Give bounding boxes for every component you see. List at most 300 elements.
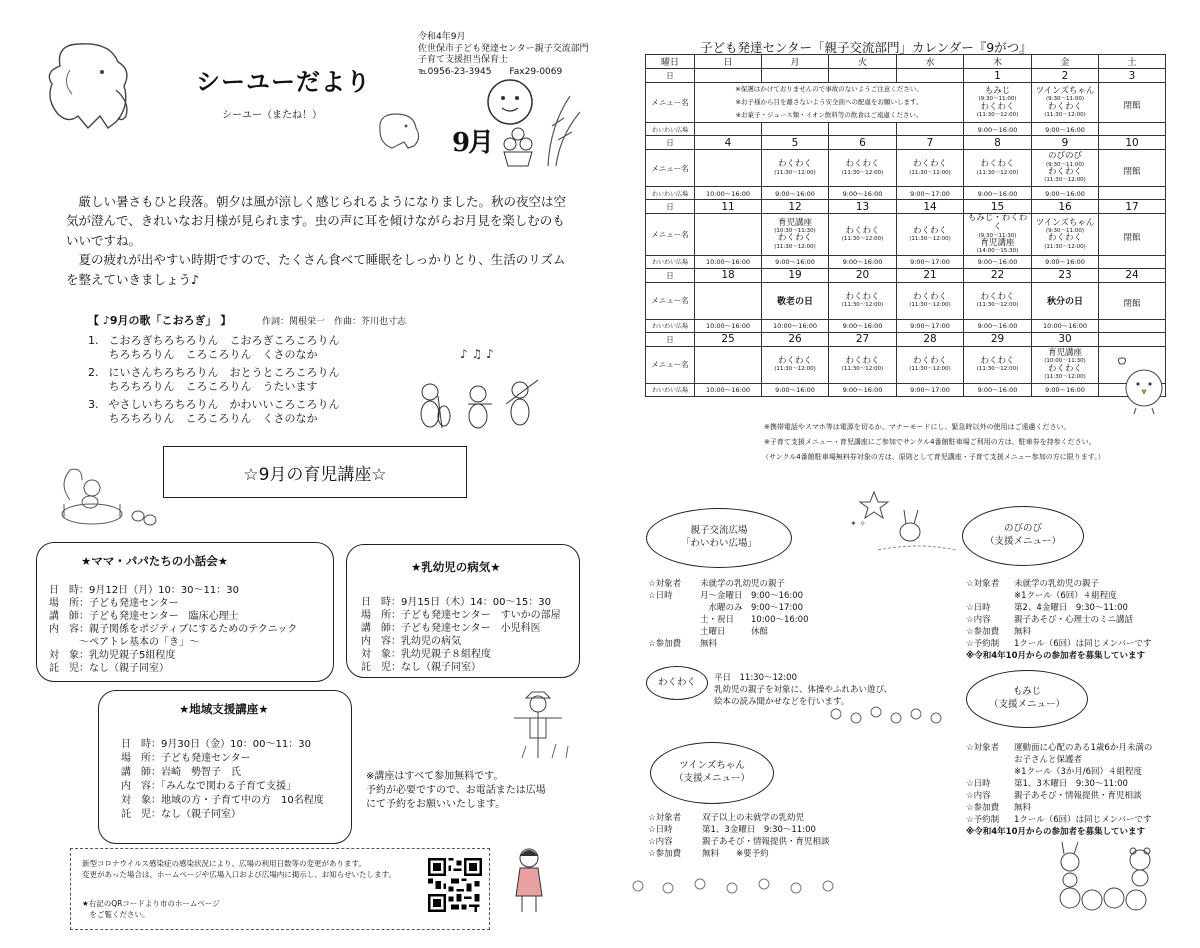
org-name: 佐世保市子ども発達センター親子交流部門 — [418, 43, 589, 54]
event-time: (11:30～12:00) — [1044, 111, 1086, 118]
calendar-notice-line: ※保護はかけておりませんので事故のないようご注意ください。 — [735, 85, 923, 93]
event-time: (11:30～12:00) — [976, 302, 1019, 309]
calendar-header-cell: 火 — [829, 55, 897, 69]
calendar-notice — [695, 83, 964, 123]
song-title: 【 ♪9月の歌「こおろぎ」 】 — [88, 314, 232, 327]
info-row: お子さんと保護者 — [1014, 755, 1083, 766]
event-name: わくわく — [777, 159, 812, 170]
event-time: (11:30～12:00) — [1044, 374, 1086, 380]
lecture-card — [36, 542, 334, 682]
calendar-header-row — [646, 55, 1166, 69]
calendar-date: 25 — [695, 332, 762, 346]
waiwai-hours: 9:00～16:00 — [762, 383, 829, 396]
animals-illustration — [1040, 836, 1172, 916]
verse-number: 3. — [88, 398, 99, 411]
info-row: ☆内容 親子あそび・情報提供・育児相談 — [966, 791, 1142, 802]
month-badge: 9月 — [452, 128, 493, 158]
calendar-notice-line: ※お菓子・ジュース類・イオン飲料等の飲食はご遠慮ください。 — [735, 111, 923, 119]
lecture-row: 場 所：子ども発達センター — [121, 753, 251, 764]
svg-text:♪ ♫ ♪: ♪ ♫ ♪ — [460, 347, 494, 361]
calendar-menu-cell — [964, 214, 1032, 256]
lecture-row: 託 児：なし（親子同室） — [361, 662, 481, 673]
calendar-date: 24 — [1099, 268, 1166, 282]
calendar-date: 11 — [695, 200, 762, 214]
info-row: ☆参加費 無料 — [966, 627, 1032, 638]
lecture-row: 講 師：岩崎 勢智子 氏 — [121, 767, 241, 778]
calendar-menu-cell — [897, 346, 964, 383]
event-time: (9:30～11:00) — [1046, 161, 1084, 168]
holiday-label: 敬老の日 — [776, 297, 813, 308]
info-row: ☆内容 親子あそび・心理士のミニ講話 — [966, 615, 1134, 626]
event-time: (11:30～12:00) — [976, 366, 1019, 373]
calendar-title: 子ども発達センター「親子交流部門」カレンダー『9がつ』 — [700, 40, 1032, 55]
waiwai-hours: 9:00～16:00 — [1032, 187, 1099, 200]
calendar-menu-cell — [1032, 214, 1099, 256]
calendar-date: 19 — [762, 268, 829, 282]
lecture-row: 対 象：乳幼児親子８組程度 — [361, 649, 491, 660]
calendar-date: 30 — [1032, 332, 1099, 346]
info-row: ☆予約制 1クール（6回）は同じメンバーです — [966, 815, 1152, 826]
lecture-card — [98, 690, 352, 844]
calendar-menu-cell — [762, 214, 829, 256]
calendar-date — [897, 69, 964, 83]
squirrel-illustration — [52, 464, 162, 530]
calendar-date: 15 — [964, 200, 1032, 214]
calendar-day-row — [646, 136, 1166, 150]
calendar-waiwai-row — [646, 255, 1166, 268]
calendar-menu-cell — [1099, 214, 1166, 256]
flowers-decoration — [628, 874, 858, 898]
info-row: 土・祝日 10:00～16:00 — [700, 615, 809, 626]
calendar-date: 26 — [762, 332, 829, 346]
event-time: (9:30～11:00) — [1046, 96, 1084, 103]
calendar-date: 29 — [964, 332, 1032, 346]
waiwai-hours: 10:00～16:00 — [762, 319, 829, 332]
org-contact: ℡0956-23-3945 Fax29-0069 — [418, 66, 563, 77]
calendar-menu-cell — [762, 150, 829, 187]
calendar-menu-cell — [829, 214, 897, 256]
calendar-menu-cell — [695, 214, 762, 256]
event-time: (11:30～12:00) — [909, 366, 951, 373]
calendar-menu-cell — [829, 346, 897, 383]
waiwai-hours: 10:00～16:00 — [695, 383, 762, 396]
event-time: (11:30～12:00) — [909, 169, 951, 176]
calendar-menu-cell — [829, 150, 897, 187]
verse-text: にいさんちろちろりん おとうところころりん ちろちろりん ころころりん うたいます — [108, 366, 340, 394]
info-row: ☆日時 月～金曜日 9:00～16:00 — [648, 591, 804, 602]
program-wakuwaku-label: わくわく — [646, 666, 708, 700]
calendar-menu-cell — [897, 150, 964, 187]
row-label: わいわい広場 — [646, 123, 695, 136]
event-name: もみじ — [984, 85, 1011, 96]
lecture-title: ★乳幼児の病気★ — [411, 560, 501, 574]
newsletter-subtitle: シーユー（またね！） — [222, 110, 322, 121]
calendar-menu-row — [646, 214, 1166, 256]
calendar-header-cell: 月 — [762, 55, 829, 69]
program-nobinobi-info — [966, 578, 1152, 662]
calendar-date: 5 — [762, 136, 829, 150]
calendar-date — [695, 69, 762, 83]
star-rabbit-illustration — [838, 486, 958, 556]
intro-paragraph: 厳しい暑さもひと段落。朝夕は風が涼しく感じられるようになりました。秋の夜空は空気が澄んで、きれいなお月様が見られます。虫の声に耳を傾けながらお月見を楽しむのもいいですね。 — [66, 194, 567, 248]
closed-label: 閉館 — [1123, 232, 1141, 243]
event-name: わくわく — [777, 355, 812, 366]
calendar-date: 28 — [897, 332, 964, 346]
calendar-menu-cell — [1099, 282, 1166, 319]
verse-number: 2. — [88, 366, 99, 379]
lecture-title: ★地域支援講座★ — [179, 702, 269, 716]
calendar-menu-cell — [964, 83, 1032, 123]
waiwai-hours — [762, 123, 829, 136]
calendar-menu-cell — [1032, 83, 1099, 123]
event-time: (11:30～12:00) — [841, 169, 884, 176]
calendar-waiwai-row — [646, 123, 1166, 136]
row-label: メニュー名 — [646, 150, 695, 187]
calendar-date — [1099, 332, 1166, 346]
row-label: 日 — [646, 136, 695, 150]
calendar-date: 8 — [964, 136, 1032, 150]
calendar-menu-cell — [1099, 83, 1166, 123]
info-row: ☆参加費 無料 — [648, 639, 718, 650]
program-twins-info — [648, 812, 830, 860]
song-verse — [88, 334, 340, 363]
event-name: わくわく — [845, 225, 880, 236]
intro-paragraph: 夏の疲れが出やすい時期ですので、たくさん食べて睡眠をしっかりとり、生活のリズムを整えていきましょう♪ — [66, 252, 566, 287]
info-row: ☆日時 第2、4金曜日 9:30～11:00 — [966, 603, 1128, 614]
waiwai-hours: 9:00～16:00 — [762, 187, 829, 200]
newsletter-title: シーユーだより — [196, 68, 371, 96]
org-info — [418, 32, 589, 78]
event-name: ツインズちゃん — [1035, 217, 1095, 228]
row-label: メニュー名 — [646, 83, 695, 123]
event-name: ツインズちゃん — [1035, 85, 1095, 96]
calendar-menu-cell — [1032, 346, 1099, 383]
row-label: わいわい広場 — [646, 187, 695, 200]
scarecrow-illustration — [496, 688, 584, 764]
waiwai-hours — [1099, 123, 1166, 136]
flowers-decoration — [826, 700, 946, 730]
issue-date: 令和4年9月 — [418, 32, 466, 42]
info-row: ☆対象者 双子以上の未就学の乳幼児 — [648, 813, 805, 823]
calendar-header-cell: 土 — [1099, 55, 1166, 69]
waiwai-hours: 10:00～16:00 — [695, 319, 762, 332]
event-time: (11:30～12:00) — [774, 169, 816, 176]
info-row: ※1クール（6回）４組程度 — [1014, 591, 1117, 602]
calendar-date: 3 — [1099, 69, 1166, 83]
calendar-date: 21 — [897, 268, 964, 282]
qr-notice: ★右記のQRコードより市のホームページ をご覧ください。 — [82, 899, 220, 920]
row-label: わいわい広場 — [646, 319, 695, 332]
calendar-menu-row — [646, 150, 1166, 187]
calendar-date: 9 — [1032, 136, 1099, 150]
qr-code[interactable] — [428, 858, 482, 912]
waiwai-hours: 9:00～16:00 — [964, 319, 1032, 332]
calendar-menu-cell — [964, 346, 1032, 383]
event-time: (11:30～12:00) — [841, 366, 884, 373]
lecture-row: 場 所：子ども発達センター すいかの部屋 — [361, 610, 561, 621]
lecture-row: 対 象：乳幼児親子5組程度 — [49, 650, 176, 661]
program-momiji-label: もみじ （支援メニュー） — [966, 670, 1088, 728]
program-twins-label: ツインズちゃん （支援メニュー） — [650, 742, 774, 804]
event-time: (11:30～12:00) — [1044, 177, 1086, 184]
calendar-menu-row — [646, 282, 1166, 319]
verse-text: やさしいちろちろりん かわいいころころりん ちろちろりん ころころりん くさのなか — [108, 398, 340, 426]
row-label: メニュー名 — [646, 282, 695, 319]
event-name: わくわく — [980, 291, 1015, 302]
calendar-day-row — [646, 69, 1166, 83]
org-staff: 子育て支援担当保育士 — [418, 55, 509, 66]
waiwai-hours: 9:00～16:00 — [964, 187, 1032, 200]
event-name: わくわく — [912, 225, 947, 236]
event-time: (9:30～11:00) — [1046, 228, 1084, 235]
calendar-date — [829, 69, 897, 83]
girl-illustration — [510, 844, 548, 916]
waiwai-hours: 9:00～16:00 — [829, 383, 897, 396]
waiwai-hours — [1099, 255, 1166, 268]
lecture-row: 日 時：9月30日（金）10：00～11：30 — [121, 739, 311, 750]
event-name: わくわく — [912, 291, 947, 302]
event-name: わくわく — [912, 159, 947, 170]
calendar-header-cell: 日 — [695, 55, 762, 69]
event-name: わくわく — [1047, 101, 1082, 112]
calendar-menu-cell — [695, 346, 762, 383]
event-name: わくわく — [777, 233, 812, 244]
waiwai-hours: 9:00～17:00 — [897, 319, 964, 332]
lecture-row: 講 師：子ども発達センター 小児科医 — [361, 623, 541, 634]
lecture-row: 内 容：「みんなで関わる子育て支援」 — [121, 781, 296, 792]
lecture-row: 内 容：乳幼児の病気 — [361, 636, 461, 647]
verse-text: こおろぎちろちろりん こおろぎころころりん ちろちろりん ころころりん くさのなか — [108, 334, 340, 362]
calendar-menu-cell — [897, 214, 964, 256]
calendar-waiwai-row — [646, 187, 1166, 200]
calendar-date: 12 — [762, 200, 829, 214]
song-credit: 作詞：関根栄一 作曲：芥川也寸志 — [262, 317, 407, 327]
small-elephant-illustration — [372, 108, 424, 154]
info-row: ☆参加費 無料 — [966, 803, 1032, 814]
lecture-row: 講 師：子ども発達センター 臨床心理士 — [49, 611, 239, 622]
event-name: わくわく — [845, 159, 880, 170]
program-nobinobi-label: のびのび （支援メニュー） — [962, 506, 1084, 566]
closed-label: 閉館 — [1123, 166, 1141, 177]
calendar-date: 4 — [695, 136, 762, 150]
row-label: 日 — [646, 200, 695, 214]
event-name: わくわく — [845, 355, 880, 366]
lecture-title: ★ママ・パパたちの小話会★ — [81, 554, 229, 568]
calendar-menu-cell — [829, 282, 897, 319]
calendar-note: ※携帯電話やスマホ等は電源を切るか、マナーモードにし、緊急時以外の使用はご遠慮ください。 — [764, 423, 1071, 431]
waiwai-hours: 9:00～16:00 — [964, 255, 1032, 268]
event-name: もみじ・わくわく — [967, 213, 1028, 233]
waiwai-hours: 9:00～16:00 — [964, 383, 1032, 396]
event-time: (11:30～12:00) — [976, 169, 1019, 176]
corona-notice: 新型コロナウイルス感染症の感染状況により、広場の利用日数等の変更があります。 変更があった場合は、ホームページや広場入口および広場内に掲示し、お知らせいたします。 — [82, 859, 396, 880]
calendar-menu-cell — [1099, 150, 1166, 187]
calendar-date: 1 — [964, 69, 1032, 83]
lecture-row: 日 時：9月15日（木）14：00～15：30 — [361, 597, 551, 608]
event-time: (9:30～11:30) — [978, 232, 1017, 239]
calendar-note: （サンクル4番館駐車場無料券対象の方は、原則として育児講座・子育て支援メニュー参加の方に限ります。） — [762, 453, 1105, 462]
event-time: (14:00～15:30) — [976, 248, 1019, 255]
recruit-note: ※令和4年10月からの参加者を募集しています — [966, 827, 1146, 838]
event-name: わくわく — [845, 291, 880, 302]
calendar-date: 20 — [829, 268, 897, 282]
event-time: (11:30～12:00) — [909, 235, 951, 242]
program-wakuwaku-info: 平日 11:30～12:00 乳幼児の親子を対象に、体操やふれあい遊び、 絵本の読み聞かせなどを行います。 — [714, 673, 893, 708]
info-row: ☆対象者 運動面に心配のある1歳6か月未満の — [966, 743, 1153, 753]
calendar-date: 16 — [1032, 200, 1099, 214]
waiwai-hours: 9:00～16:00 — [1032, 255, 1099, 268]
lecture-row: 内 容：親子関係をポジティブにするためのテクニック — [49, 624, 298, 635]
calendar-date: 18 — [695, 268, 762, 282]
row-label: わいわい広場 — [646, 255, 695, 268]
calendar-note: ※子育て支援メニュー・育児講座にご参加でサンクル4番館駐車場ご利用の方は、駐車券を持参ください。 — [764, 438, 1096, 447]
info-row: ☆内容 親子あそび・情報提供・育児相談 — [648, 837, 830, 848]
waiwai-hours — [1099, 319, 1166, 332]
calendar-menu-cell — [964, 150, 1032, 187]
waiwai-hours: 10:00～16:00 — [695, 255, 762, 268]
program-momiji-info — [966, 742, 1152, 839]
calendar-date: 17 — [1099, 200, 1166, 214]
lecture-note: ※講座はすべて参加無料です。 予約が必要ですので、お電話または広場にて予約をお願いいたします。 — [366, 771, 546, 810]
lecture-row: 託 児：なし（親子同室） — [121, 809, 241, 820]
lecture-row: ～ペアトレ基本の「き」～ — [49, 637, 199, 648]
calendar-day-row — [646, 332, 1166, 346]
event-time: (11:30～12:00) — [841, 302, 884, 309]
calendar-notice-line: ※お子様から目を離さないよう安全面への配慮をお願いします。 — [735, 98, 923, 106]
event-time: (11:30～12:00) — [774, 243, 816, 250]
calendar-date: 14 — [897, 200, 964, 214]
elephant-illustration — [40, 36, 136, 136]
waiwai-hours: 10:00～16:00 — [695, 187, 762, 200]
calendar-header-cell: 金 — [1032, 55, 1099, 69]
calendar-notes — [762, 420, 1162, 465]
calendar-date: 6 — [829, 136, 897, 150]
waiwai-hours: 9:00～17:00 — [897, 255, 964, 268]
program-waiwai-info — [648, 578, 809, 650]
row-label: 日 — [646, 69, 695, 83]
waiwai-hours: 9:00～16:00 — [829, 319, 897, 332]
svg-text:✦ ✧: ✦ ✧ — [850, 519, 866, 528]
closed-label: 閉館 — [1123, 299, 1141, 310]
lecture-banner: ☆9月の育児講座☆ — [163, 446, 467, 498]
waiwai-hours — [829, 123, 897, 136]
event-time: (11:30～12:00) — [909, 302, 951, 309]
chick-illustration — [1112, 354, 1170, 416]
calendar-menu-cell — [1032, 150, 1099, 187]
event-time: (11:30～12:00) — [1044, 243, 1086, 250]
lecture-row: 日 時：9月12日（月）10：30～11：30 — [49, 585, 239, 596]
waiwai-hours — [1099, 187, 1166, 200]
row-label: わいわい広場 — [646, 383, 695, 396]
lecture-card — [346, 544, 580, 678]
calendar-day-row — [646, 200, 1166, 214]
row-label: 日 — [646, 332, 695, 346]
song-verse — [88, 398, 340, 427]
info-row: ※1クール（3か月/6回）４組程度 — [1014, 767, 1143, 778]
info-row: ☆日時 第1、3金曜日 9:30～11:00 — [648, 825, 816, 836]
waiwai-hours: 9:00～16:00 — [964, 123, 1032, 136]
calendar-date: 10 — [1099, 136, 1166, 150]
lecture-row: 対 象：地域の方・子育て中の方 10名程度 — [121, 795, 324, 806]
calendar-date: 13 — [829, 200, 897, 214]
row-label: メニュー名 — [646, 214, 695, 256]
event-name: わくわく — [1047, 167, 1082, 177]
calendar-menu-cell — [762, 282, 829, 319]
info-row: 土曜日 休館 — [700, 627, 769, 638]
event-name: のびのび — [1047, 151, 1082, 162]
calendar-day-row — [646, 268, 1166, 282]
info-row: ☆日時 第1、3木曜日 9:30～11:00 — [966, 779, 1128, 790]
calendar-date: 22 — [964, 268, 1032, 282]
calendar-date — [762, 69, 829, 83]
info-row: ☆予約制 1クール（6回）は同じメンバーです — [966, 639, 1152, 650]
waiwai-hours: 9:00～16:00 — [829, 255, 897, 268]
event-name: わくわく — [1047, 233, 1082, 244]
program-waiwai-label: 親子交流広場 「わいわい広場」 — [646, 508, 792, 568]
closed-label: 閉館 — [1123, 101, 1141, 111]
calendar-menu-row — [646, 83, 1166, 123]
waiwai-hours: 9:00～16:00 — [1032, 123, 1099, 136]
event-name: 育児講座 — [1047, 348, 1082, 358]
calendar-waiwai-row — [646, 383, 1166, 396]
event-time: (11:30～12:00) — [774, 366, 816, 373]
event-name: わくわく — [980, 159, 1015, 170]
calendar-header-cell: 木 — [964, 55, 1032, 69]
event-name: わくわく — [980, 355, 1015, 366]
info-row: ☆対象者 未就学の乳幼児の親子 — [648, 579, 786, 589]
event-time: (11:30～12:00) — [976, 111, 1019, 118]
calendar-waiwai-row — [646, 319, 1166, 332]
calendar-menu-cell — [897, 282, 964, 319]
info-row: ☆参加費 無料 ※要予約 — [648, 849, 769, 860]
event-name: 育児講座 — [777, 217, 812, 228]
recruit-note: ※令和4年10月からの参加者を募集しています — [966, 651, 1146, 662]
calendar-date: 27 — [829, 332, 897, 346]
calendar-table — [645, 54, 1166, 397]
calendar-header-cell: 曜日 — [646, 55, 695, 69]
waiwai-hours: 9:00～16:00 — [762, 255, 829, 268]
calendar-menu-cell — [695, 150, 762, 187]
event-time: (9:30～11:00) — [978, 96, 1017, 103]
crickets-illustration — [408, 344, 544, 436]
event-time: (11:30～12:00) — [841, 235, 884, 242]
info-row: 水曜のみ 9:00～17:00 — [700, 603, 804, 614]
lecture-row: 託 児：なし（親子同室） — [49, 663, 169, 674]
row-label: メニュー名 — [646, 346, 695, 383]
holiday-label: 秋分の日 — [1046, 297, 1083, 308]
calendar-menu-cell — [695, 282, 762, 319]
lecture-row: 場 所：子ども発達センター — [49, 598, 179, 609]
song-verse — [88, 366, 340, 395]
waiwai-hours: 10:00～16:00 — [1032, 319, 1099, 332]
calendar-menu-cell — [1032, 282, 1099, 319]
calendar-date: 23 — [1032, 268, 1099, 282]
calendar-header-cell: 水 — [897, 55, 964, 69]
event-name: わくわく — [980, 101, 1015, 112]
event-name: わくわく — [912, 355, 947, 366]
intro-text — [66, 192, 566, 289]
calendar-menu-cell — [762, 346, 829, 383]
calendar-date: 7 — [897, 136, 964, 150]
verse-number: 1. — [88, 334, 99, 347]
waiwai-hours: 9:00～16:00 — [1032, 383, 1099, 396]
info-row: ☆対象者 未就学の乳幼児の親子 — [966, 579, 1100, 589]
event-time: (10:00～11:30) — [1044, 358, 1086, 365]
waiwai-hours: 9:00～17:00 — [897, 383, 964, 396]
waiwai-hours — [695, 123, 762, 136]
waiwai-hours: 9:00～17:00 — [897, 187, 964, 200]
event-name: 育児講座 — [980, 238, 1015, 248]
